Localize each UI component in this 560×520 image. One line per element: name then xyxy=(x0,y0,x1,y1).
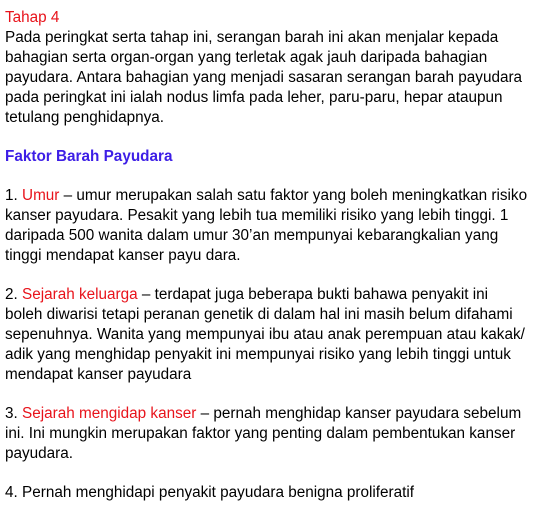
spacer xyxy=(5,464,557,483)
stage-title: Tahap 4 xyxy=(5,9,60,26)
factor-item xyxy=(5,483,557,503)
stage-section xyxy=(5,8,557,128)
factor-item xyxy=(5,285,557,385)
factor-text: Pernah menghidapi penyakit payudara benigna proliferatif xyxy=(22,484,415,501)
factor-line: tinggi mendapat kanser payu dara. xyxy=(5,247,241,264)
stage-body-line: bahagian serta organ-organ yang terletak agak jauh daripada bahagian xyxy=(5,49,488,66)
stage-body-line: Pada peringkat serta tahap ini, serangan barah ini akan menjalar kepada xyxy=(5,29,499,46)
factor-text: – umur merupakan salah satu faktor yang boleh meningkatkan risiko xyxy=(59,187,528,204)
factor-line: adik yang menghidap penyakit ini mempunyai risiko yang lebih tinggi untuk xyxy=(5,346,511,363)
factor-item xyxy=(5,404,557,464)
factor-line: boleh diwarisi tetapi peranan genetik di dalam hal ini masih belum difahami xyxy=(5,306,513,323)
stage-body-line: tetulang penghidapnya. xyxy=(5,109,165,126)
spacer xyxy=(5,128,557,147)
factor-line: daripada 500 wanita dalam umur 30’an mempunyai kebarangkalian yang xyxy=(5,227,499,244)
factor-number: 2. xyxy=(5,286,18,303)
spacer xyxy=(5,385,557,404)
factor-number: 4. xyxy=(5,484,18,501)
factor-term: Sejarah mengidap kanser xyxy=(22,405,197,422)
document-body xyxy=(5,8,557,503)
factor-line: payudara. xyxy=(5,445,74,462)
spacer xyxy=(5,167,557,186)
factor-first-line xyxy=(5,404,557,424)
factor-line: ini. Ini mungkin merupakan faktor yang penting dalam pembentukan kanser xyxy=(5,425,516,442)
factor-text: – pernah menghidap kanser payudara sebelum xyxy=(196,405,522,422)
factor-term: Umur xyxy=(22,187,60,204)
factor-line: kanser payudara. Pesakit yang lebih tua memiliki risiko yang lebih tinggi. 1 xyxy=(5,207,509,224)
factor-line: mendapat kanser payudara xyxy=(5,366,192,383)
factor-first-line xyxy=(5,285,557,305)
section-heading: Faktor Barah Payudara xyxy=(5,148,173,165)
factor-first-line xyxy=(5,483,557,503)
factor-number: 3. xyxy=(5,405,18,422)
stage-body-line: payudara. Antara bahagian yang menjadi sasaran serangan barah payudara xyxy=(5,69,523,86)
factor-number: 1. xyxy=(5,187,18,204)
factor-item xyxy=(5,186,557,266)
spacer xyxy=(5,266,557,285)
factor-line: sepenuhnya. Wanita yang mempunyai ibu atau anak perempuan atau kakak/ xyxy=(5,326,525,343)
stage-body-line: pada peringkat ini ialah nodus limfa pada leher, paru-paru, hepar ataupun xyxy=(5,89,503,106)
factor-first-line xyxy=(5,186,557,206)
factor-term: Sejarah keluarga xyxy=(22,286,138,303)
factor-text: – terdapat juga beberapa bukti bahawa penyakit ini xyxy=(137,286,489,303)
